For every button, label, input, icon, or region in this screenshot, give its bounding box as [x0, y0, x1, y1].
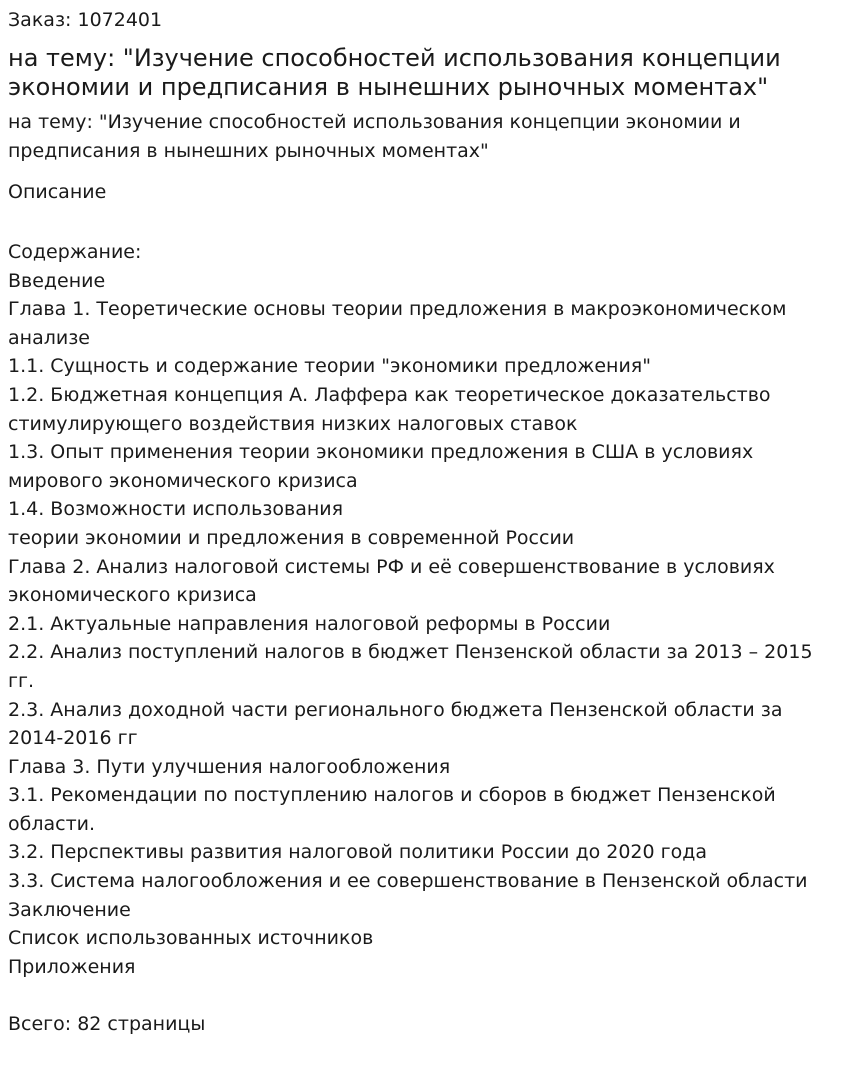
toc-item: Список использованных источников: [8, 927, 374, 950]
toc-item: 1.2. Бюджетная концепция А. Лаффера как теоретическое доказательство стимулирующего воздействия низких налоговых ставок: [8, 383, 771, 435]
toc-item: Глава 2. Анализ налоговой системы РФ и её совершенствование в условиях экономического кризиса: [8, 555, 775, 607]
toc-item: 3.2. Перспективы развития налоговой политики России до 2020 года: [8, 841, 708, 864]
toc-item: Заключение: [8, 898, 131, 921]
toc-item: 1.3. Опыт применения теории экономики предложения в США в условиях мирового экономического кризиса: [8, 441, 754, 492]
toc-item: 2.2. Анализ поступлений налогов в бюджет Пензенской области за 2013 – 2015 гг.: [8, 641, 813, 692]
toc-item: Глава 3. Пути улучшения налогообложения: [8, 755, 451, 778]
table-of-contents: [8, 238, 828, 981]
toc-item: 2.3. Анализ доходной части регионального бюджета Пензенской области за 2014-2016 гг: [8, 698, 783, 750]
order-number: Заказ: 1072401: [8, 9, 163, 31]
toc-item: теории экономии и предложения в современной России: [8, 526, 575, 549]
description-heading: Описание: [8, 181, 107, 203]
toc-item: 3.1. Рекомендации по поступлению налогов и сборов в бюджет Пензенской области.: [8, 784, 776, 835]
page-title: на тему: "Изучение способностей использования концепции экономии и предписания в нынешних рыночных моментах": [8, 44, 781, 101]
toc-item: 1.1. Сущность и содержание теории "экономики предложения": [8, 355, 651, 378]
total-pages: Всего: 82 страницы: [8, 1013, 206, 1036]
toc-item: 3.3. Система налогообложения и ее совершенствование в Пензенской области: [8, 870, 808, 893]
toc-item: Приложения: [8, 955, 136, 978]
toc-heading: Содержание:: [8, 241, 142, 263]
toc-item: Глава 1. Теоретические основы теории предложения в макроэкономическом анализе: [8, 298, 787, 349]
toc-item: 1.4. Возможности использования: [8, 498, 344, 521]
toc-item: 2.1. Актуальные направления налоговой реформы в России: [8, 612, 611, 635]
toc-item: Введение: [8, 269, 106, 292]
topic-subtitle: на тему: "Изучение способностей использования концепции экономии и предписания в нынешних рыночных моментах": [8, 111, 741, 162]
